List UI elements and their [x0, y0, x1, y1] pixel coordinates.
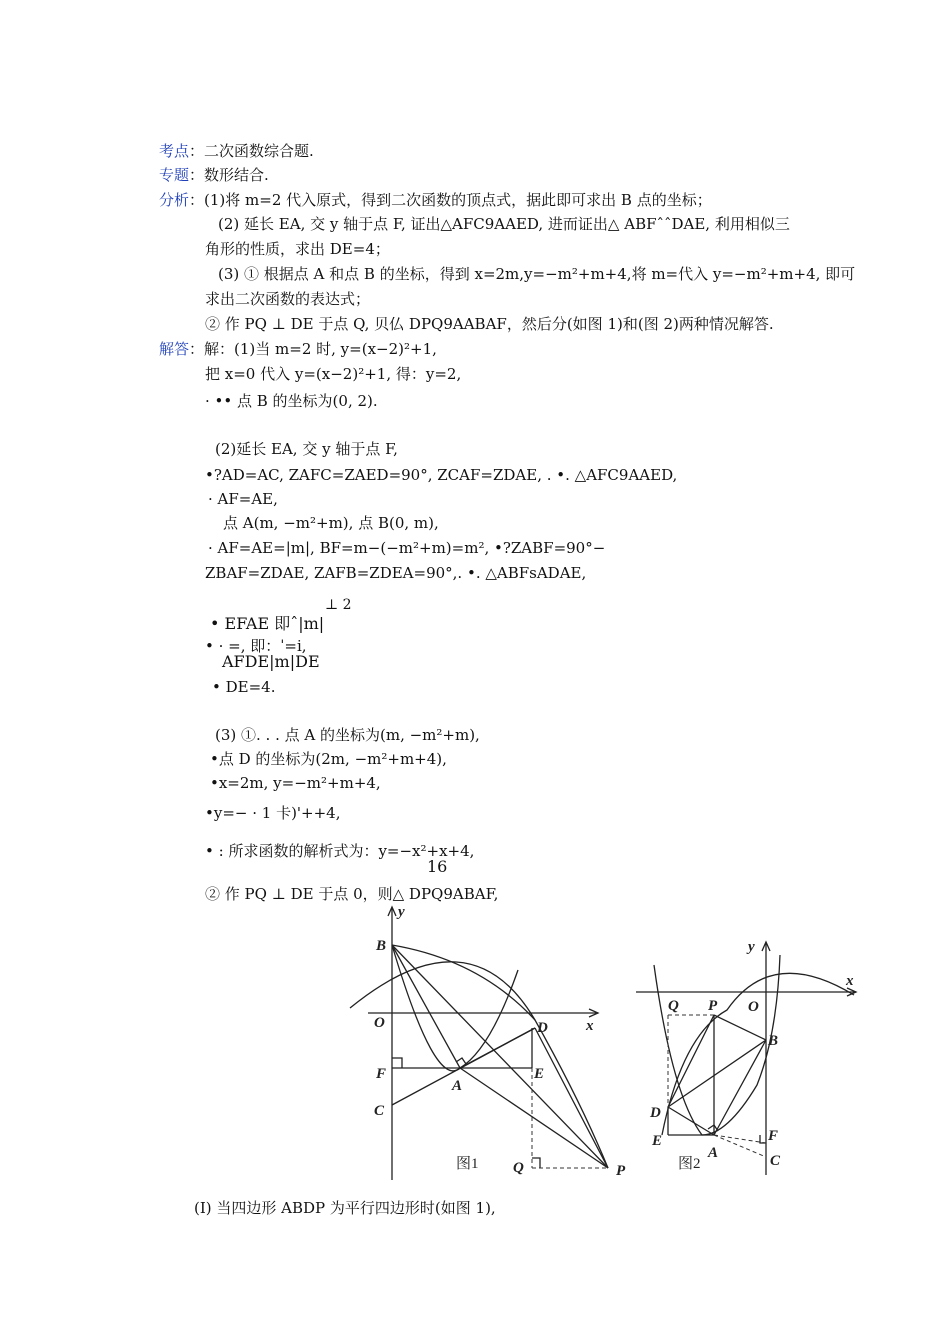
jieda-line-16: •点 D 的坐标为(2m, −m²+m+4), — [210, 750, 447, 768]
fenxi-line-3: 角形的性质，求出 DE=4； — [205, 240, 390, 258]
fig2-line-PB — [714, 1015, 766, 1040]
zhuanti-text: ：数形结合. — [189, 166, 269, 184]
jieda-line-19: • : 所求函数的解析式为：y=−x²+x+4, — [205, 842, 475, 860]
fenxi-line-2: (2) 延长 EA, 交 y 轴于点 F, 证出△AFC9AAED, 进而证出△ ABFˆˆDAE, 利用相似三 — [218, 215, 790, 233]
jieda-line-18: •y=− · 1 卡)'++4, — [205, 804, 341, 822]
fig1-label-y: y — [398, 904, 405, 920]
jieda-line-15: (3) ①. . . 点 A 的坐标为(m, −m²+m), — [215, 726, 480, 744]
jieda-line-10: ⊥ 2 — [325, 597, 352, 613]
zhuanti-label: 专题 — [159, 166, 190, 184]
jieda-label: 解答 — [159, 340, 190, 358]
fenxi-label: 分析 — [159, 191, 190, 209]
fig2-label-O: O — [748, 999, 759, 1015]
fig2-label-C: C — [770, 1153, 781, 1169]
zhuanti-line — [159, 165, 269, 185]
fig1-label-P: P — [616, 1163, 626, 1179]
jieda-line-9: ZBAF=ZDAE, ZAFB=ZDEA=90°,. •. △ABFsADAE, — [205, 564, 587, 582]
fig2-label-y: y — [748, 939, 755, 955]
fig1-line-DP — [535, 1028, 608, 1168]
fig2-right-angle-F — [760, 1135, 766, 1143]
fig2-parabola-up — [654, 955, 780, 1135]
fig2-label-F: F — [768, 1128, 779, 1144]
fig1-label-x: x — [586, 1018, 594, 1034]
kaodian-label: 考点 — [159, 142, 190, 160]
fig2-label-B: B — [768, 1033, 779, 1049]
fig2-label-P: P — [708, 998, 718, 1014]
jieda-line-14: • DE=4. — [212, 678, 276, 696]
fig1-line-BA — [392, 945, 460, 1068]
jieda-line-3: · •• 点 B 的坐标为(0, 2). — [205, 392, 378, 410]
fig1-caption: 图1 — [456, 1156, 479, 1172]
fig1-line-CD — [392, 1028, 535, 1105]
fig2-dashed-AC — [714, 1135, 766, 1157]
fig1-label-F: F — [376, 1066, 387, 1082]
jieda-line-1: 解答：解：(1)当 m=2 时, y=(x−2)²+1, — [159, 340, 437, 358]
fig1-label-D: D — [537, 1020, 548, 1036]
figure-2 — [632, 935, 862, 1185]
fig2-label-A: A — [708, 1145, 719, 1161]
fig1-label-Q: Q — [513, 1160, 524, 1176]
kaodian-text: ：二次函数综合题. — [189, 142, 314, 160]
fig2-line-AD — [668, 1107, 714, 1135]
fig1-label-B: B — [376, 938, 387, 954]
jieda-line-6: · AF=AE, — [208, 490, 278, 508]
jieda-line-5: •?AD=AC, ZAFC=ZAED=90°, ZCAF=ZDAE, . •. △AFC9AAED, — [205, 466, 678, 484]
jieda-line-4: (2)延长 EA, 交 y 轴于点 F, — [215, 440, 398, 458]
fig2-label-Q: Q — [668, 998, 679, 1014]
fig1-right-angle-F — [392, 1058, 402, 1068]
fenxi-line-1: 分析：(1)将 m=2 代入原式，得到二次函数的顶点式，据此即可求出 B 点的坐标； — [159, 191, 712, 209]
bottom-line: (I) 当四边形 ABDP 为平行四边形时(如图 1), — [194, 1199, 496, 1217]
figure-1 — [340, 900, 630, 1185]
fig1-label-O: O — [374, 1015, 385, 1031]
jieda-line-20: 16 — [427, 857, 448, 876]
fig2-dashed-AF — [714, 1135, 766, 1143]
fig2-line-DP — [668, 1015, 714, 1107]
fig1-label-C: C — [374, 1103, 385, 1119]
jieda-line-21: ② 作 PQ ⊥ DE 于点 0，则△ DPQ9ABAF, — [205, 885, 499, 903]
fig1-parabola-down — [350, 962, 608, 1168]
fig2-line-DB — [668, 1040, 766, 1107]
fenxi-line-6: ② 作 PQ ⊥ DE 于点 Q, 贝仏 DPQ9AABAF，然后分(如图 1)和(图 2)两种情况解答. — [205, 315, 774, 333]
fenxi-line-5: 求出二次函数的表达式； — [205, 290, 371, 308]
jieda-line-7: 点 A(m, −m²+m), 点 B(0, m), — [223, 514, 439, 532]
jieda-line-8: · AF=AE=|m|, BF=m−(−m²+m)=m², •?ZABF=90°− — [208, 539, 606, 557]
fig1-right-angle-Q — [532, 1158, 540, 1168]
fig1-label-E: E — [534, 1066, 545, 1082]
jieda-line-2: 把 x=0 代入 y=(x−2)²+1, 得：y=2, — [205, 365, 462, 383]
jieda-line-12: • · =, 即：ˈ=i, — [205, 637, 307, 655]
fenxi-line-4: (3) ① 根据点 A 和点 B 的坐标，得到 x=2m,y=−m²+m+4,将 m=代入 y=−m²+m+4, 即可 — [218, 265, 856, 283]
fig2-label-D: D — [650, 1105, 661, 1121]
jieda-line-17: •x=2m, y=−m²+m+4, — [210, 774, 381, 792]
jieda-line-11: • EFAE 即ˆ|m| — [210, 614, 325, 633]
kaodian-line — [159, 141, 314, 161]
fig2-line-BA — [714, 1040, 766, 1135]
fig2-label-x: x — [846, 973, 854, 989]
jieda-line-13: AFDE|m|DE — [222, 652, 320, 671]
fig1-label-A: A — [452, 1078, 463, 1094]
fig2-label-E: E — [652, 1133, 663, 1149]
fig2-caption: 图2 — [678, 1156, 701, 1172]
